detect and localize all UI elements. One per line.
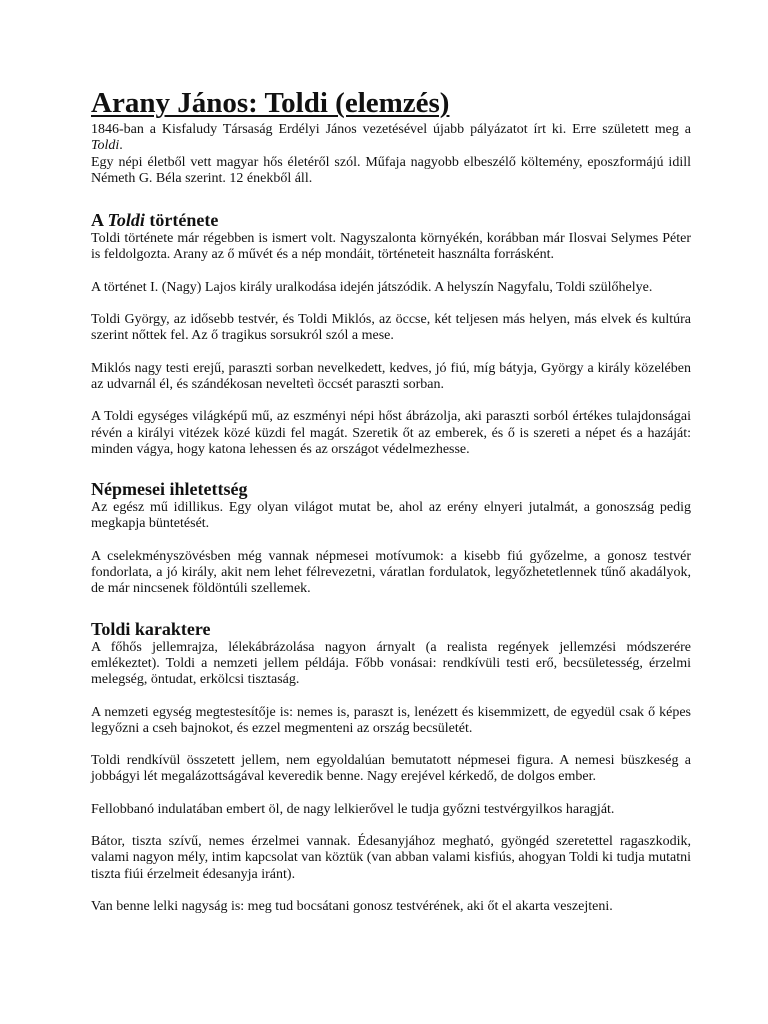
intro-italic-title: Toldi bbox=[91, 138, 120, 154]
paragraph: A nemzeti egység megtestesítője is: nemes is, paraszt is, lenézett és kisemmizett, de egyedül csak ő képes legyőzni a cseh bajnokot, és ezzel megmenteni az ország becsületét. bbox=[91, 704, 691, 736]
heading-text: A bbox=[91, 210, 108, 231]
intro-paragraph-1 bbox=[91, 122, 691, 155]
section-heading-story bbox=[91, 209, 691, 231]
document-title: Arany János: Toldi (elemzés) bbox=[91, 87, 450, 119]
intro-text-end: . bbox=[119, 138, 123, 154]
intro-text: 1846-ban a Kisfaludy Társaság Erdélyi János vezetésével újabb pályázatot írt ki. Erre született meg a bbox=[91, 122, 691, 137]
section-heading-folktale: Népmesei ihletettség bbox=[91, 479, 248, 500]
paragraph: Miklós nagy testi erejű, paraszti sorban nevelkedett, kedves, jó fiú, míg bátyja, György a király közelében az udvarnál él, és szándékosan neveltetì öccsét paraszti sorban. bbox=[91, 360, 691, 392]
document-page bbox=[91, 84, 691, 915]
paragraph: Toldi György, az idősebb testvér, és Toldi Miklós, az öccse, két teljesen más helyen, más elvek és kultúra szerint nőttek fel. Az ő tragikus sorsukról szól a mese. bbox=[91, 312, 691, 344]
section-heading-character: Toldi karaktere bbox=[91, 618, 211, 639]
paragraph: A történet I. (Nagy) Lajos király uralkodása idején játszódik. A helyszín Nagyfalu, Toldi szülőhelye. bbox=[91, 279, 653, 295]
paragraph: A főhős jellemrajza, lélekábrázolása nagyon árnyalt (a realista regények jellemzési módszerére emlékeztet). Toldi a nemzeti jellem példája. Főbb vonásai: rendkívüli testi erő, becsületesség, érzelmi melegség, öntudat, erkölcsi tisztaság. bbox=[91, 639, 691, 688]
paragraph: Fellobbanó indulatában embert öl, de nagy lelkierővel le tudja győzni testvérgyilkos haragját. bbox=[91, 801, 615, 817]
paragraph: Toldi rendkívül összetett jellem, nem egyoldalúan bemutatott népmesei figura. A nemesi büszkeség a jobbágyi lét megalázottságával keveredik benne. Nagy erejével kérkedő, de dolgos ember. bbox=[91, 753, 691, 785]
paragraph: Van benne lelki nagyság is: meg tud bocsátani gonosz testvérének, aki őt el akarta veszejteni. bbox=[91, 898, 613, 914]
heading-text-end: története bbox=[144, 210, 219, 231]
paragraph: Toldi története már régebben is ismert volt. Nagyszalonta környékén, korábban már Ilosvai Selymes Péter is feldolgozta. Arany az ő művét és a nép mondáit, történeteit használta forrásként. bbox=[91, 231, 691, 263]
paragraph: A Toldi egységes világképű mű, az eszményi népi hőst ábrázolja, aki paraszti sorból értékes tulajdonságai révén a királyi vitézek közé küzdi fel magát. Szeretik őt az emberek, és ő is szereti a népet és a hazáját: minden vágya, hogy katona lehessen és az országot védelmezhesse. bbox=[91, 409, 691, 457]
paragraph: A cselekményszövésben még vannak népmesei motívumok: a kisebb fiú győzelme, a gonosz testvér fondorlata, a jó király, akit nem lehet félrevezetni, váratlan fordulatok, legyőzhetetlennek tűnő akadályok, de már nincsenek földöntúli szellemek. bbox=[91, 548, 691, 597]
paragraph: Az egész mű idillikus. Egy olyan világot mutat be, ahol az erény elnyeri jutalmát, a gonoszság pedig megkapja büntetését. bbox=[91, 500, 691, 532]
heading-italic: Toldi bbox=[107, 210, 145, 231]
intro-paragraph-2: Egy népi életből vett magyar hős életéről szól. Műfaja nagyobb elbeszélő költemény, eposzformájú idill Németh G. Béla szerint. 12 énekből áll. bbox=[91, 154, 691, 186]
paragraph: Bátor, tiszta szívű, nemes érzelmei vannak. Édesanyjához megható, gyöngéd szeretettel ragaszkodik, valami nagyon mély, intim kapcsolat van köztük (van abban valami kisfiús, ahogyan Toldi ki tudja mutatni tiszta fiúi érzelmeit édesanyja iránt). bbox=[91, 834, 691, 882]
